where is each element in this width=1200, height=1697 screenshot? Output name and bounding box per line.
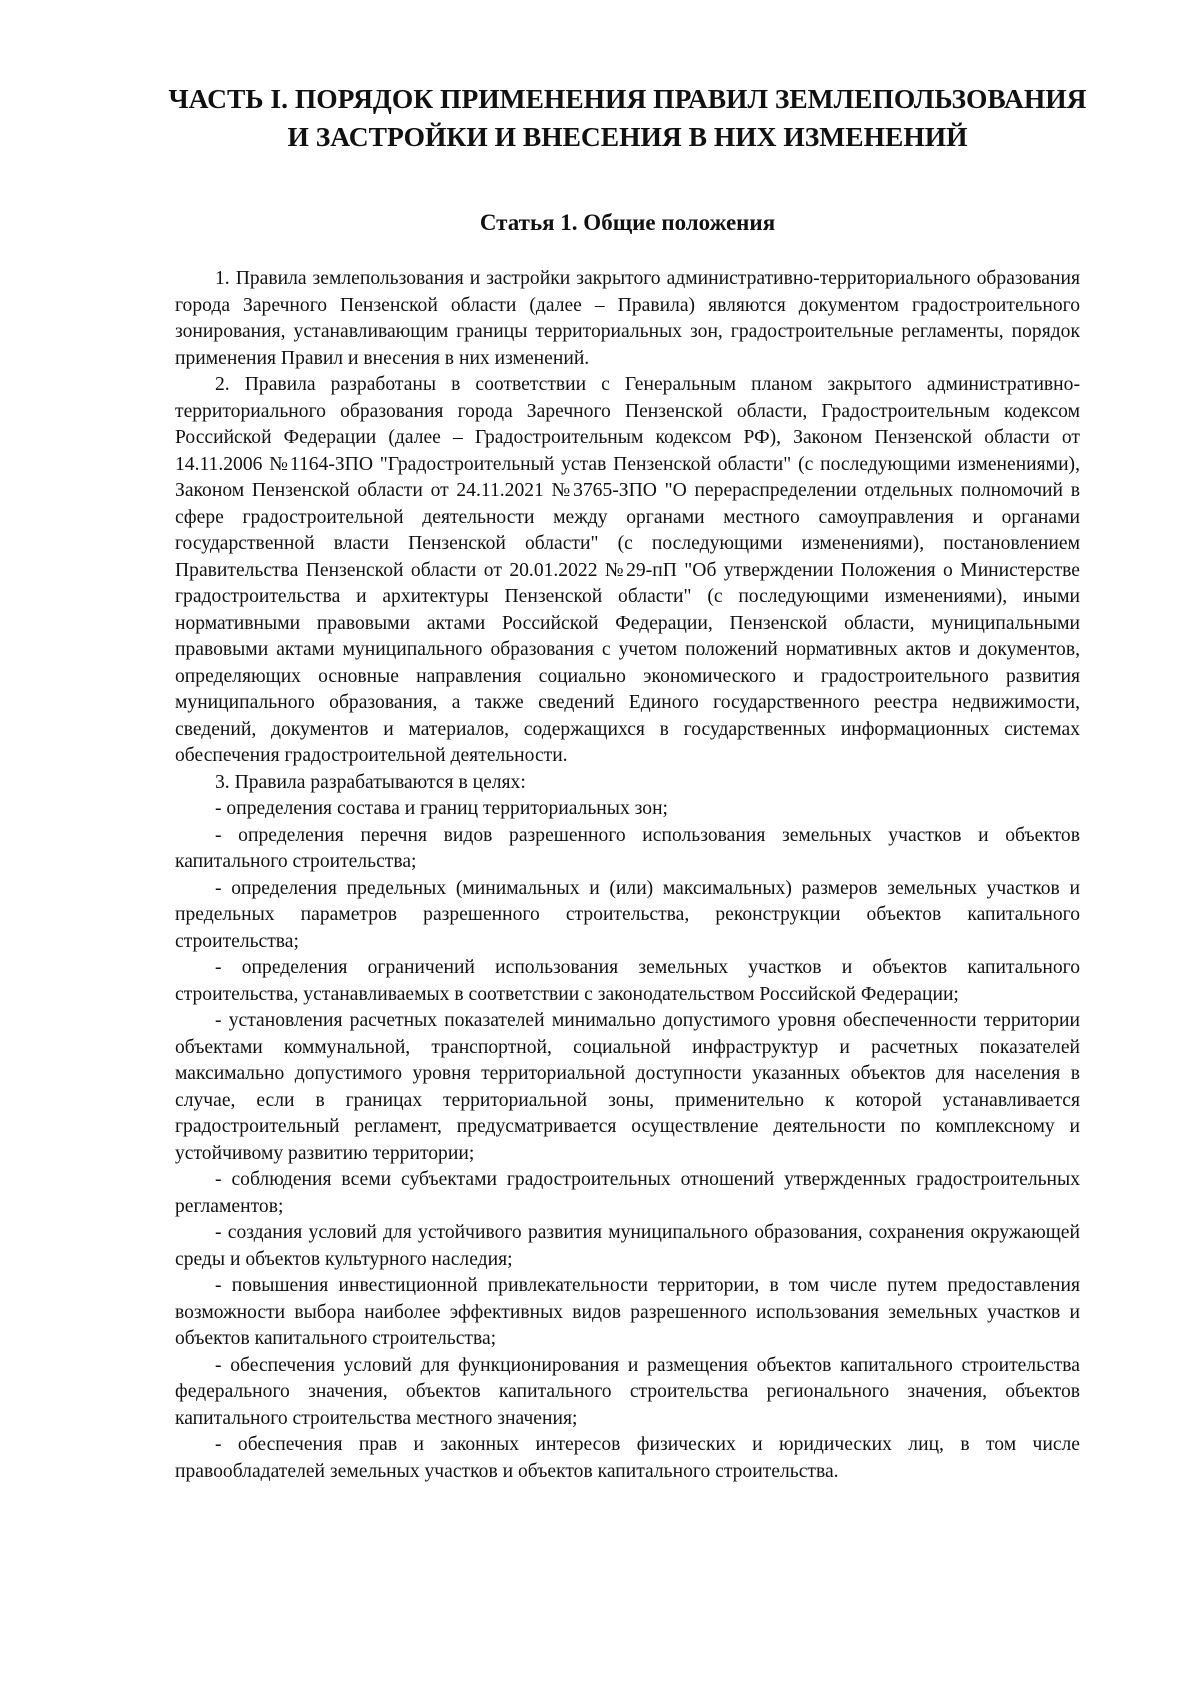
paragraph-2: 2. Правила разработаны в соответствии с Генеральным планом закрытого административно-территориального образования города Заречного Пензенской области, Градостроительным кодексом Российской Федерации (далее – Градостроительным кодексом РФ), Законом Пензенской области от 14.11.2006 №1164-ЗПО "Градостроительный устав Пензенской области" (с последующими изменениями), Законом Пензенской области от 24.11.2021 №3765-ЗПО "О перераспределении отдельных полномочий в сфере градостроительной деятельности между органами местного самоуправления и органами государственной власти Пензенской области" (с последующими изменениями), постановлением Правительства Пензенской области от 20.01.2022 №29-пП "Об утверждении Положения о Министерстве градостроительства и архитектуры Пензенской области" (с последующими изменениями), иными нормативными правовыми актами Российской Федерации, Пензенской области, муниципальными правовыми актами муниципального образования с учетом положений нормативных актов и документов, определяющих основные направления социально экономического и градостроительного развития муниципального образования, а также сведений Единого государственного реестра недвижимости, сведений, документов и материалов, содержащихся в государственных информационных системах обеспечения градостроительной деятельности.	[175, 374, 1080, 766]
list-item: - повышения инвестиционной привлекательности территории, в том числе путем предоставления возможности выбора наиболее эффективных видов разрешенного использования земельных участков и объектов капитального строительства;	[175, 1275, 1080, 1349]
list-item: - обеспечения прав и законных интересов физических и юридических лиц, в том числе правообладателей земельных участков и объектов капитального строительства.	[175, 1434, 1080, 1482]
list-item: - определения ограничений использования земельных участков и объектов капитального строительства, устанавливаемых в соответствии с законодательством Российской Федерации;	[175, 957, 1080, 1005]
list-item: - создания условий для устойчивого развития муниципального образования, сохранения окружающей среды и объектов культурного наследия;	[175, 1222, 1080, 1270]
list-item: - соблюдения всеми субъектами градостроительных отношений утвержденных градостроительных регламентов;	[175, 1169, 1080, 1217]
article-title: Статья 1. Общие положения	[479, 210, 776, 235]
list-item: - определения состава и границ территориальных зон;	[215, 798, 669, 819]
paragraph-1: 1. Правила землепользования и застройки закрытого административно-территориального образования города Заречного Пензенской области (далее – Правила) являются документом градостроительного зонирования, устанавливающим границы территориальных зон, градостроительные регламенты, порядок применения Правил и внесения в них изменений.	[175, 268, 1080, 369]
document-page	[168, 80, 1087, 1485]
paragraph-3: 3. Правила разрабатываются в целях:	[215, 771, 526, 793]
document-body	[175, 266, 1080, 1485]
list-item: - определения предельных (минимальных и (или) максимальных) размеров земельных участков и предельных параметров разрешенного строительства, реконструкции объектов капитального строительства;	[175, 877, 1080, 952]
list-item: - определения перечня видов разрешенного использования земельных участков и объектов капитального строительства;	[175, 824, 1080, 872]
list-item: - установления расчетных показателей минимально допустимого уровня обеспеченности территории объектами коммунальной, транспортной, социальной инфраструктур и расчетных показателей максимально допустимого уровня территориальной доступности указанных объектов для населения в случае, если в границах территориальной зоны, применительно к которой устанавливается градостроительный регламент, предусматривается осуществление деятельности по комплексному и устойчивому развитию территории;	[175, 1010, 1080, 1164]
list-item: - обеспечения условий для функционирования и размещения объектов капитального строительства федерального значения, объектов капитального строительства регионального значения, объектов капитального строительства местного значения;	[175, 1354, 1080, 1429]
part-title: ЧАСТЬ I. ПОРЯДОК ПРИМЕНЕНИЯ ПРАВИЛ ЗЕМЛЕПОЛЬЗОВАНИЯ И ЗАСТРОЙКИ И ВНЕСЕНИЯ В НИХ ИЗМЕНЕНИЙ	[168, 83, 1087, 152]
